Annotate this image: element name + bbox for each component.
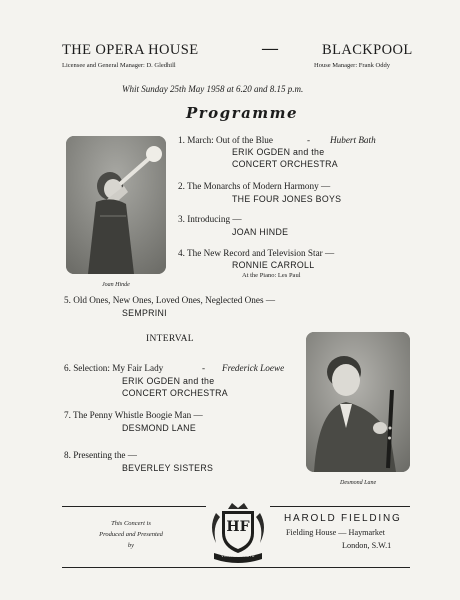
interval-heading: INTERVAL bbox=[146, 334, 194, 344]
item-7-title: 7. The Penny Whistle Boogie Man — bbox=[64, 410, 203, 420]
item-4-title: 4. The New Record and Television Star — bbox=[178, 248, 335, 258]
producer-note bbox=[72, 518, 190, 551]
house-manager-line: House Manager: Frank Oddy bbox=[314, 62, 390, 69]
item-8-performer: BEVERLEY SISTERS bbox=[122, 463, 214, 473]
item-5-performer: SEMPRINI bbox=[122, 308, 167, 318]
item-6-performer-2: CONCERT ORCHESTRA bbox=[122, 388, 228, 398]
item-6-performer: ERIK OGDEN and the bbox=[122, 376, 215, 386]
clarinettist-image bbox=[306, 332, 410, 472]
item-3-title: 3. Introducing — bbox=[178, 214, 242, 224]
item-5-title: 5. Old Ones, New Ones, Loved Ones, Neglected Ones — bbox=[64, 295, 276, 305]
desmond-lane-caption: Desmond Lane bbox=[340, 480, 377, 486]
item-6-composer: Frederick Loewe bbox=[222, 363, 285, 373]
performance-date: Whit Sunday 25th May 1958 at 6.20 and 8.15 p.m. bbox=[122, 84, 304, 94]
item-3-performer: JOAN HINDE bbox=[232, 227, 289, 237]
joan-hinde-caption: Joan Hinde bbox=[102, 282, 130, 288]
logo-letters: HF bbox=[226, 519, 250, 535]
joan-hinde-photo bbox=[66, 136, 166, 274]
item-4-performer: RONNIE CARROLL bbox=[232, 260, 315, 270]
item-8-title: 8. Presenting the — bbox=[64, 450, 137, 460]
producer-note-line-3: by bbox=[127, 542, 135, 549]
item-1-performer-2: CONCERT ORCHESTRA bbox=[232, 159, 338, 169]
item-1-performer: ERIK OGDEN and the bbox=[232, 147, 325, 157]
city-name: BLACKPOOL bbox=[322, 42, 413, 58]
header-dash: — bbox=[262, 40, 278, 57]
venue-name: THE OPERA HOUSE bbox=[62, 42, 199, 58]
harold-fielding-logo bbox=[206, 497, 270, 567]
item-7-performer: DESMOND LANE bbox=[122, 423, 196, 433]
programme-title: Programme bbox=[186, 104, 299, 122]
address-line-2: London, S.W.1 bbox=[342, 541, 392, 550]
item-1-composer: Hubert Bath bbox=[330, 135, 376, 145]
licensee-line: Licensee and General Manager: D. Gledhill bbox=[62, 62, 176, 69]
footer-bottom-rule bbox=[62, 567, 410, 568]
address-line-1: Fielding House — Haymarket bbox=[286, 528, 385, 537]
desmond-lane-photo bbox=[306, 332, 410, 472]
item-4-note: At the Piano: Les Paul bbox=[242, 272, 301, 279]
harold-fielding-name: HAROLD FIELDING bbox=[284, 513, 402, 524]
item-6-title: 6. Selection: My Fair Lady bbox=[64, 363, 164, 373]
item-1-separator: - bbox=[307, 135, 311, 145]
producer-note-line-1: This Concert is bbox=[111, 520, 151, 527]
producer-note-line-2: Produced and Presented bbox=[99, 531, 163, 538]
item-2-title: 2. The Monarchs of Modern Harmony — bbox=[178, 181, 331, 191]
item-6-separator: - bbox=[202, 363, 206, 373]
trumpeter-image bbox=[66, 136, 166, 274]
item-1-title: 1. March: Out of the Blue bbox=[178, 135, 273, 145]
logo-motto: VIGORE ET ACTU bbox=[221, 554, 255, 558]
item-2-performer: THE FOUR JONES BOYS bbox=[232, 194, 342, 204]
